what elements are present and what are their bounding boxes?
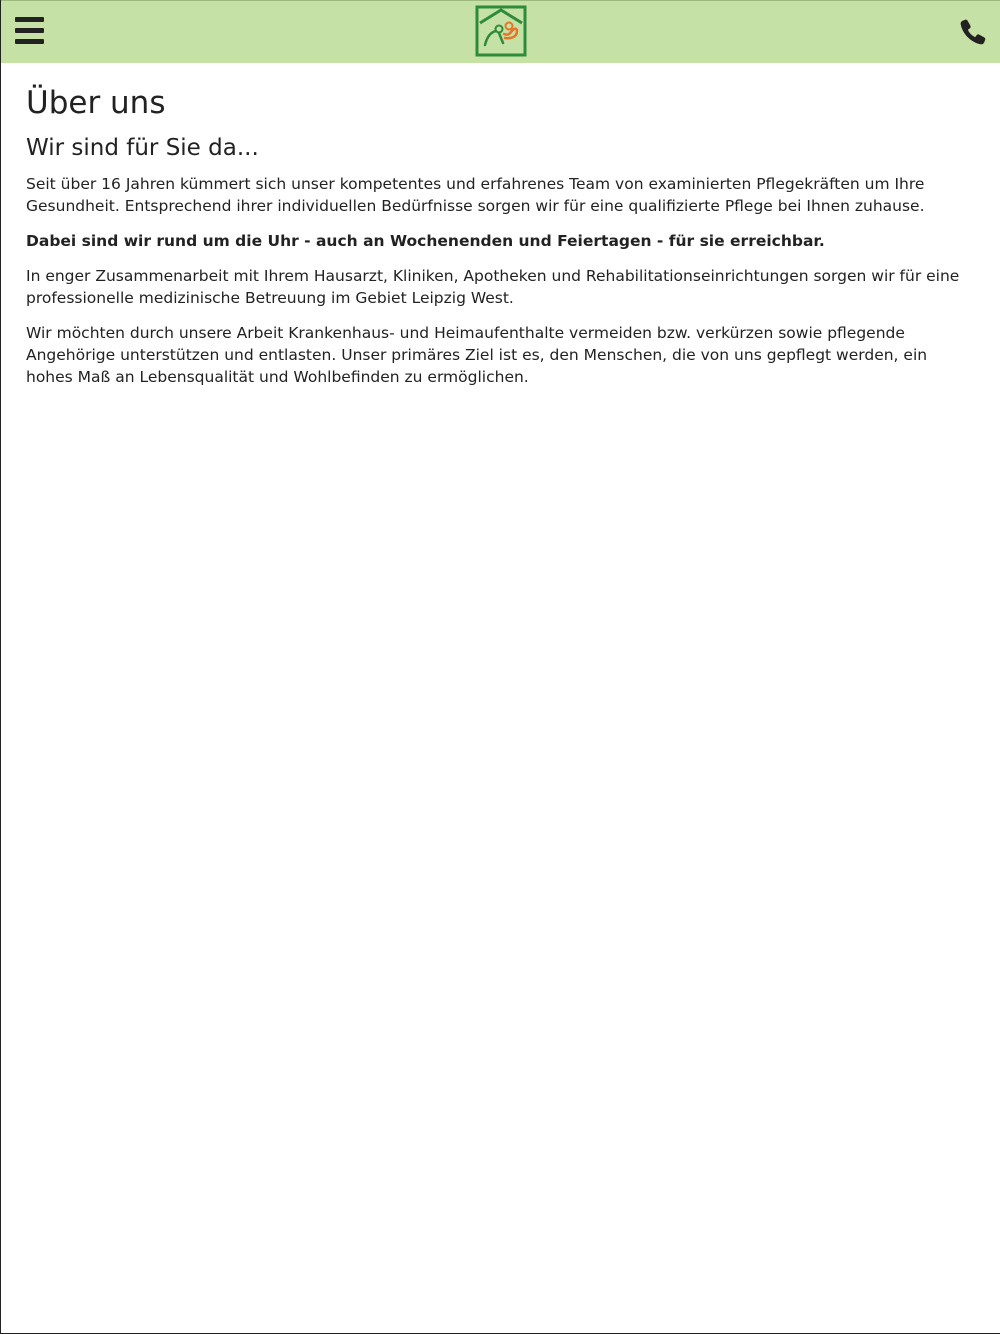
about-us-content (26, 80, 976, 388)
goals-paragraph: Wir möchten durch unsere Arbeit Krankenhaus- und Heimaufenthalte vermeiden bzw. verkürzen sowie pflegende Angehörige unterstützen und entlasten. Unser primäres Ziel ist es, den Menschen, die von uns gepflegt werden, ein hohes Maß an Lebensqualität und Wohlbefinden zu ermöglichen. (26, 324, 928, 386)
page-title: Über uns (26, 85, 166, 121)
phone-icon[interactable] (959, 18, 987, 46)
hamburger-menu-icon[interactable] (15, 17, 45, 45)
page-subtitle: Wir sind für Sie da... (26, 135, 259, 161)
top-navigation-bar (1, 0, 1000, 63)
intro-paragraph: Seit über 16 Jahren kümmert sich unser kompetentes und erfahrenes Team von examinierten Pflegekräften um Ihre Gesundheit. Entsprechend ihrer individuellen Bedürfnisse sorgen wir für eine qualifizierte Pflege bei Ihnen zuhause. (26, 175, 925, 215)
availability-paragraph: Dabei sind wir rund um die Uhr - auch an Wochenenden und Feiertagen - für sie erreichbar. (26, 232, 825, 250)
care-home-logo-icon[interactable] (475, 5, 527, 57)
cooperation-paragraph: In enger Zusammenarbeit mit Ihrem Hausarzt, Kliniken, Apotheken und Rehabilitationseinrichtungen sorgen wir für eine professionelle medizinische Betreuung im Gebiet Leipzig West. (26, 267, 960, 307)
